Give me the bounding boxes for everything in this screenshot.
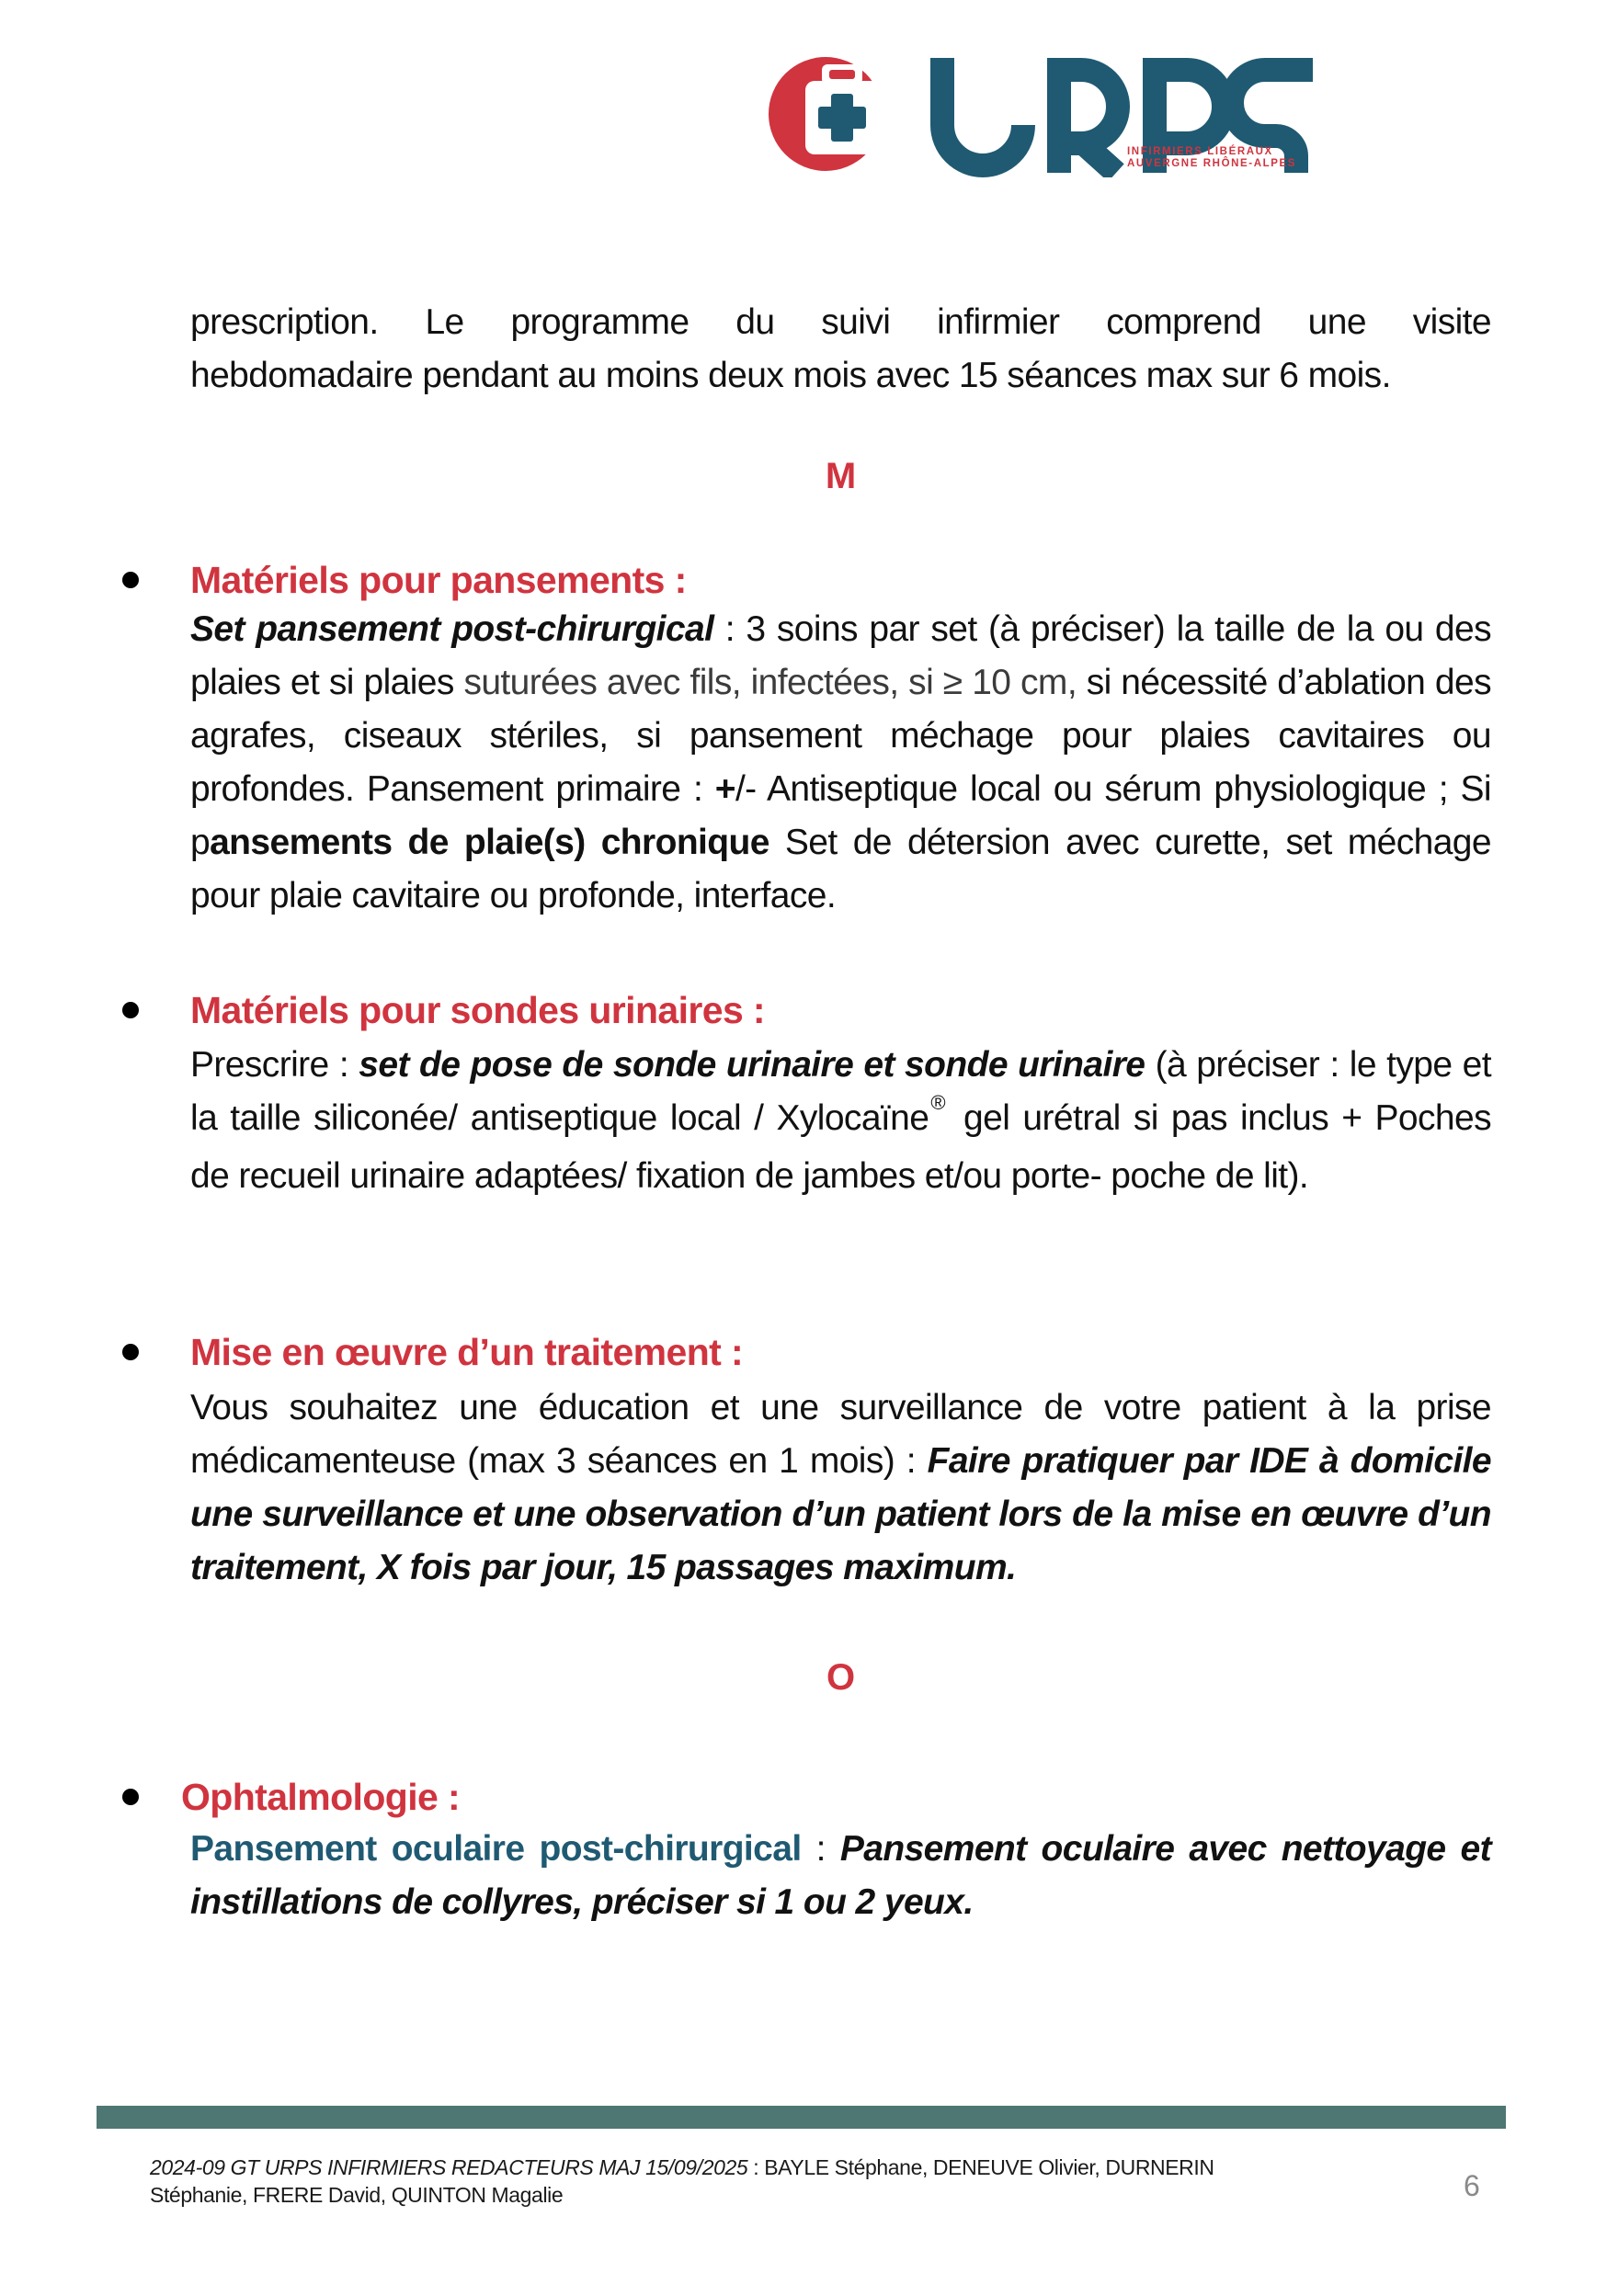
item-body-sondes-urinaires [190,1039,1491,1203]
bullet-icon [122,1344,139,1360]
text-run: Prescrire : [190,1045,359,1085]
text-run: si nécessité d’ablation des agrafes, ciseaux stériles, si pansement méchage pour plaies cavitaires ou profondes. Pansement primaire : [190,663,1491,809]
item-heading-pansements: Matériels pour pansements : [190,559,687,601]
section-letter-m: M [825,456,857,496]
term-plaies-chroniques: ansements de plaie(s) chronique [210,823,769,862]
term-set-sonde-urinaire: set de pose de sonde urinaire et sonde urinaire [359,1045,1145,1085]
footer-credits [150,2154,1253,2209]
text-run: Set de détersion avec curette, set méchage pour plaie cavitaire ou profonde, interface. [190,823,1491,915]
bullet-icon [122,1789,139,1805]
footer-divider-bar [97,2106,1506,2129]
intro-line-2: hebdomadaire pendant au moins deux mois avec 15 séances max sur 6 mois. [190,356,1391,395]
text-run: /- Antiseptique local ou sérum physiologique ; Si p [190,769,1491,862]
logo-tagline [1127,146,1296,170]
text-run: gel urétral si pas inclus + Poches de recueil urinaire adaptées/ fixation de jambes et/ou porte- poche de lit). [190,1098,1491,1196]
footer-authors: : BAYLE Stéphane, DENEUVE Olivier, DURNERIN Stéphanie, FRERE David, QUINTON Magalie [150,2155,1214,2207]
item-body-traitement [190,1381,1491,1595]
prescription-wording: Faire pratiquer par IDE à domicile une surveillance et une observation d’un patient lors de la mise en œuvre d’un traitement, X fois par jour, 15 passages maximum. [190,1441,1491,1587]
logo-tagline-line2: AUVERGNE RHÔNE-ALPES [1127,158,1297,169]
prescription-wording: Pansement oculaire avec nettoyage et instillations de collyres, préciser si 1 ou 2 yeux. [190,1829,1491,1922]
subheading-pansement-oculaire: Pansement oculaire post-chirurgical [190,1829,802,1869]
text-run: Vous souhaitez une éducation et une surveillance de votre patient à la prise médicamenteuse (max 3 séances en 1 mois) : [190,1388,1491,1481]
term-set-pansement: Set pansement post-chirurgical [190,609,714,649]
text-run: (à préciser : le type et la taille siliconée/ antiseptique local / Xylocaïne [190,1045,1491,1138]
item-body-pansements [190,603,1491,923]
item-heading-sondes-urinaires: Matériels pour sondes urinaires : [190,989,765,1031]
section-letter-o: O [826,1657,856,1698]
intro-paragraph [190,296,1491,403]
footer-document-ref: 2024-09 GT URPS INFIRMIERS REDACTEURS MAJ 15/09/2025 [150,2155,748,2179]
bullet-icon [122,572,139,588]
text-run: : 3 soins par set (à préciser) la taille de la ou des plaies et si plaies [190,609,1491,702]
page-number: 6 [1464,2169,1480,2202]
text-run-muted: suturées avec fils, infectées, si ≥ 10 cm, [463,663,1077,702]
medical-bag-cross-icon [769,53,906,177]
logo-tagline-line1: INFIRMIERS LIBÉRAUX [1127,146,1273,157]
item-heading-ophtalmologie: Ophtalmologie : [181,1776,461,1818]
item-heading-traitement: Mise en œuvre d’un traitement : [190,1331,744,1373]
urps-logo [769,53,1320,177]
registered-mark: ® [930,1091,945,1114]
text-run-bold: + [714,769,735,809]
item-body-ophtalmologie [190,1823,1491,1929]
text-run: : [801,1829,840,1869]
bullet-icon [122,1002,139,1018]
intro-line-1: prescription. Le programme du suivi infirmier comprend une visite [190,302,1491,342]
